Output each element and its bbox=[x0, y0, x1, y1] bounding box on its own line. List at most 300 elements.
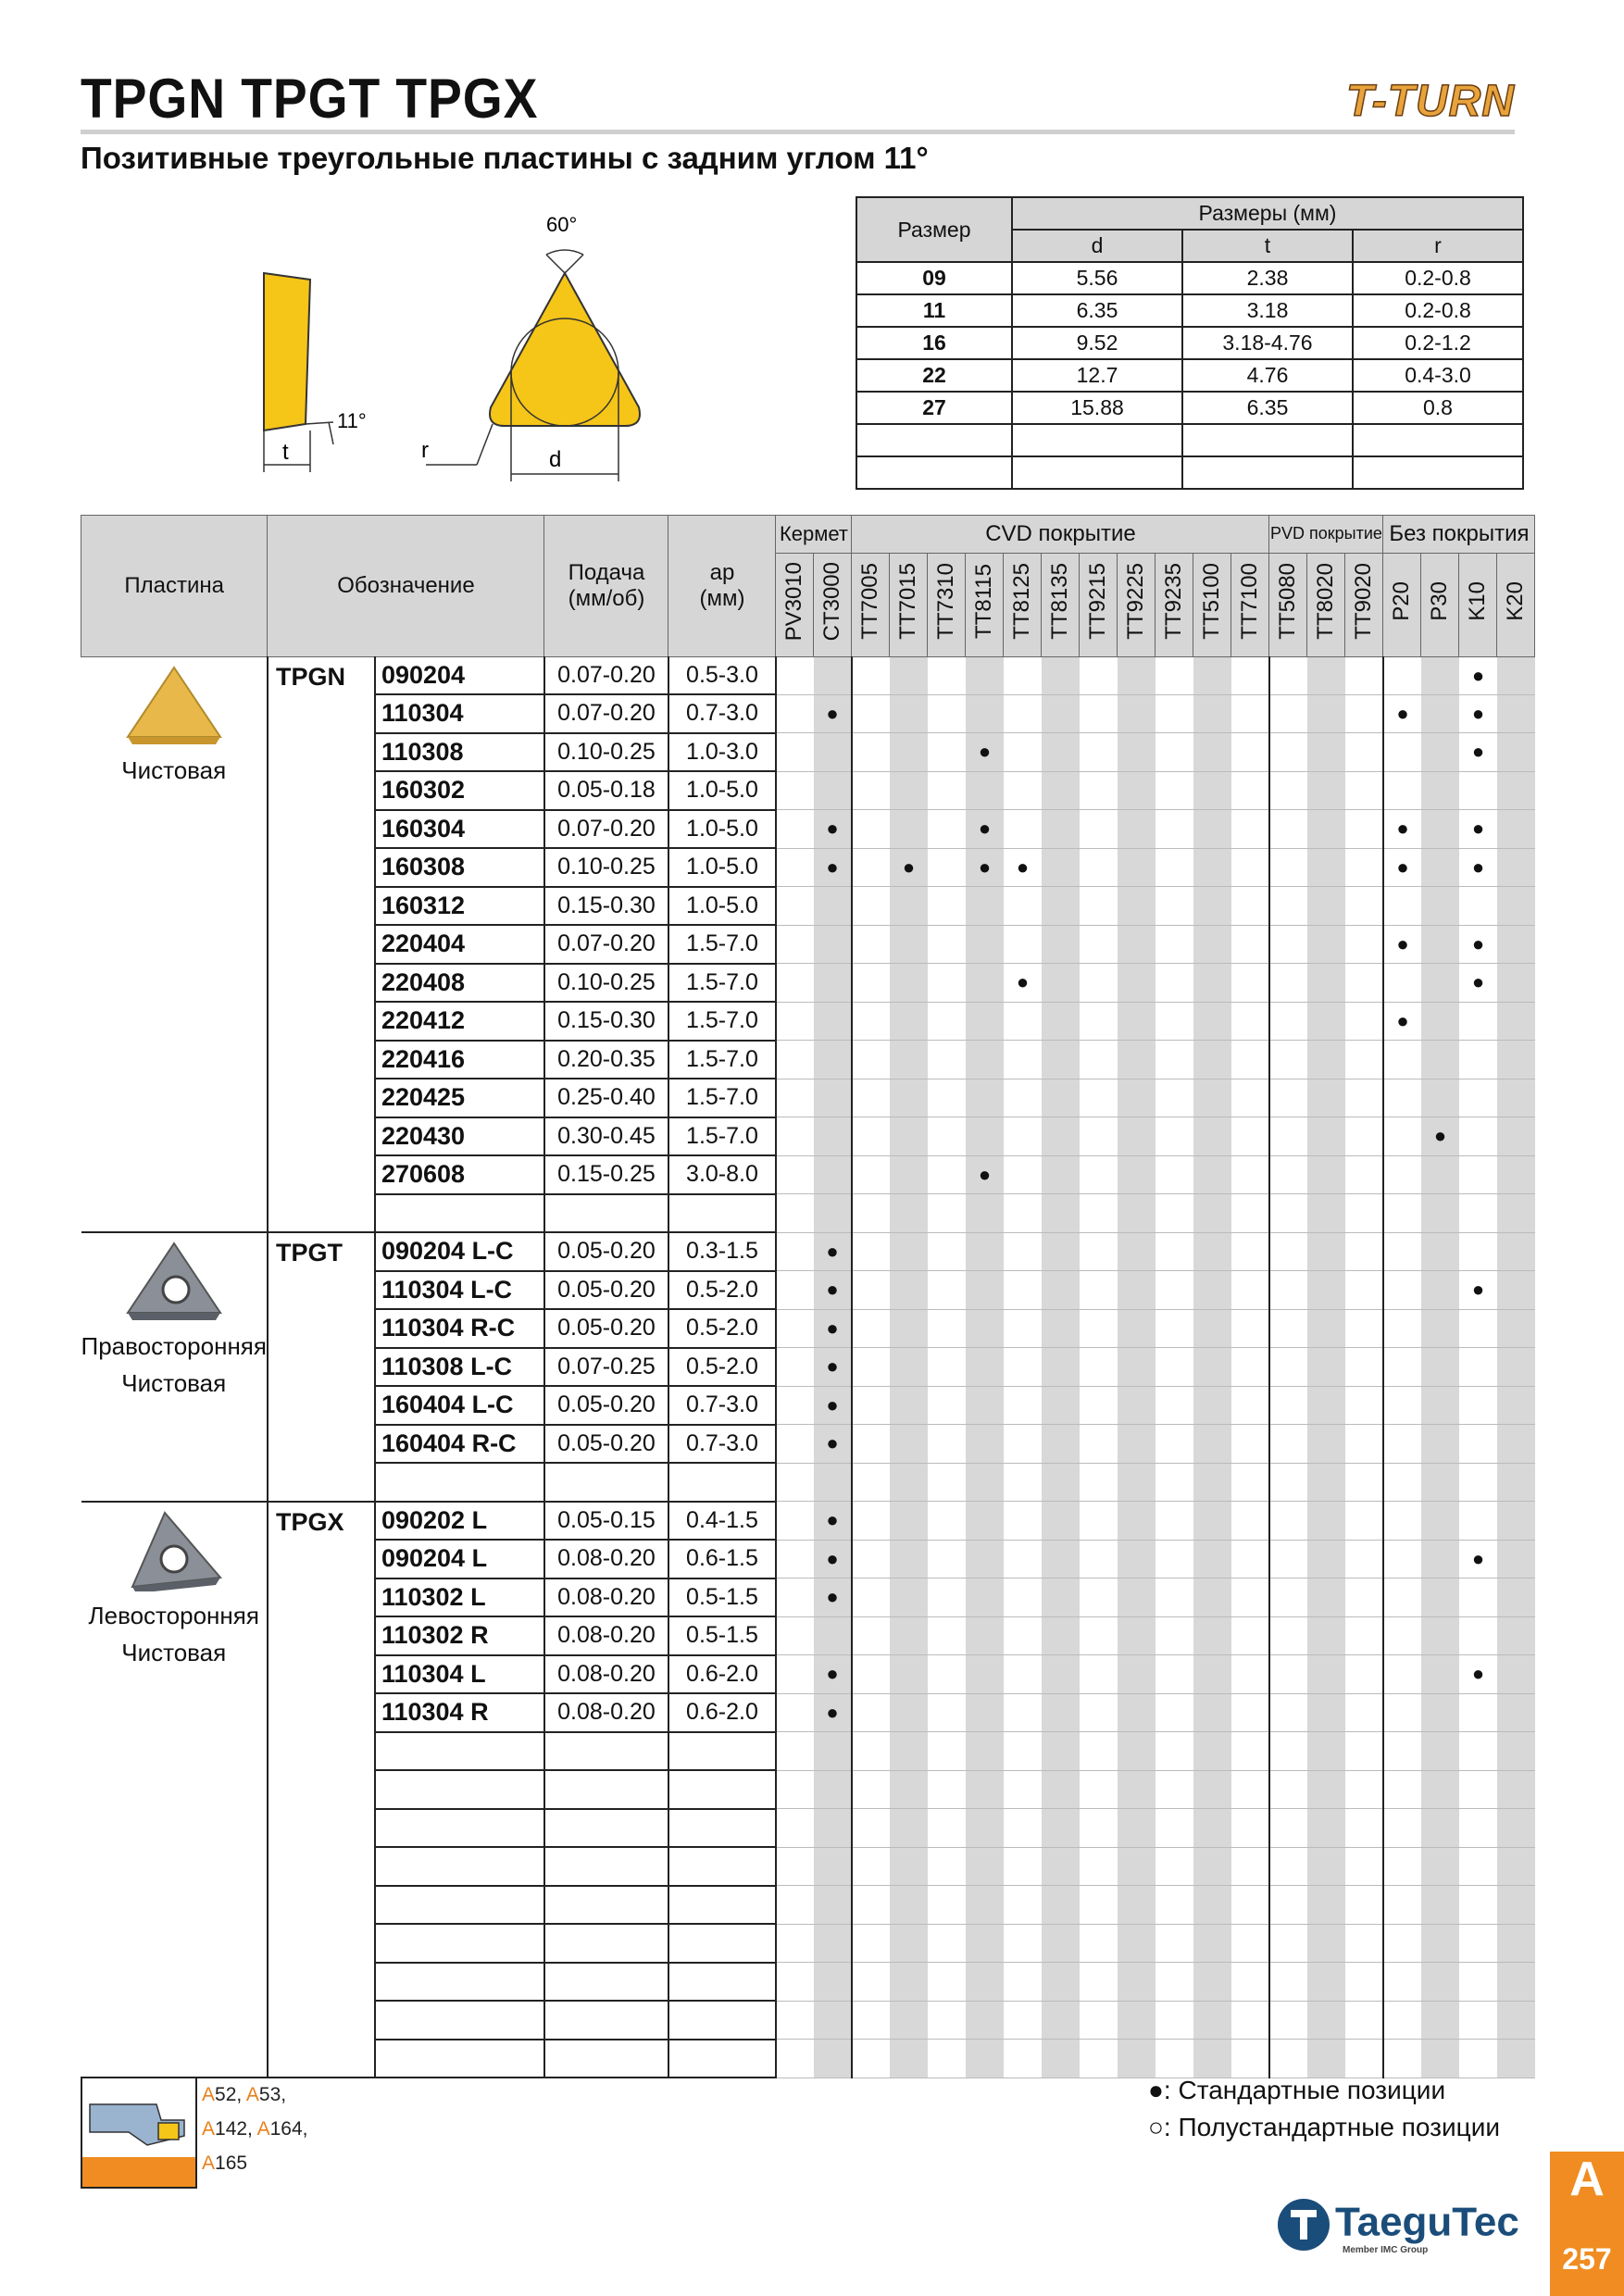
grade-cell bbox=[1307, 1693, 1345, 1732]
feed-cell: 0.05-0.15 bbox=[544, 1502, 668, 1541]
d-cell: 5.56 bbox=[1012, 262, 1182, 294]
standard-mark: ● bbox=[890, 848, 928, 887]
grade-cell bbox=[890, 1809, 928, 1848]
grade-cell bbox=[776, 1770, 814, 1809]
grade-cell bbox=[1156, 1770, 1193, 1809]
grade-cell bbox=[890, 887, 928, 926]
grade-cell bbox=[776, 1425, 814, 1464]
designation-cell bbox=[375, 1847, 544, 1886]
designation-cell: 110302 L bbox=[375, 1578, 544, 1617]
ref-page[interactable]: 165 bbox=[215, 2152, 248, 2174]
grade-cell bbox=[1421, 1232, 1459, 1271]
grade-cell bbox=[1459, 1809, 1497, 1848]
grade-cell bbox=[776, 1578, 814, 1617]
grade-cell bbox=[1421, 1002, 1459, 1041]
grade-cell bbox=[1231, 1963, 1269, 2002]
grade-cell bbox=[966, 1770, 1004, 1809]
grade-cell bbox=[966, 1924, 1004, 1963]
grade-cell bbox=[1459, 1155, 1497, 1194]
grade-cell bbox=[1269, 964, 1307, 1003]
grade-cell bbox=[1004, 1502, 1042, 1541]
grade-cell bbox=[1421, 1271, 1459, 1310]
grade-cell bbox=[1345, 1079, 1383, 1117]
feed-cell: 0.05-0.18 bbox=[544, 771, 668, 810]
grade-cell bbox=[1345, 1886, 1383, 1925]
grade-header-tt8115: TT8115 bbox=[966, 553, 1004, 656]
grade-cell bbox=[1307, 1194, 1345, 1233]
grade-cell bbox=[1118, 1386, 1156, 1425]
grade-cell bbox=[1497, 733, 1535, 772]
designation-cell: 220408 bbox=[375, 964, 544, 1003]
grade-cell bbox=[1497, 1886, 1535, 1925]
page-title: TPGN TPGT TPGX bbox=[81, 68, 539, 130]
size-row bbox=[856, 262, 1523, 294]
grade-cell bbox=[852, 1540, 890, 1578]
ap-cell: 0.5-3.0 bbox=[668, 656, 776, 694]
grade-cell bbox=[1345, 1309, 1383, 1348]
grade-cell bbox=[1118, 1732, 1156, 1771]
designation-cell: 110304 bbox=[375, 694, 544, 733]
grade-cell bbox=[1421, 656, 1459, 694]
grade-cell bbox=[1383, 1924, 1421, 1963]
grade-cell bbox=[1004, 1271, 1042, 1310]
grade-cell bbox=[1042, 1502, 1080, 1541]
grade-header-pv3010: PV3010 bbox=[776, 553, 814, 656]
grade-cell bbox=[1080, 656, 1118, 694]
grade-cell bbox=[1193, 1041, 1231, 1079]
ap-cell: 1.0-5.0 bbox=[668, 810, 776, 849]
grade-cell bbox=[1231, 694, 1269, 733]
grade-cell bbox=[852, 1386, 890, 1425]
grade-cell bbox=[1042, 1155, 1080, 1194]
reference-line bbox=[202, 2112, 307, 2146]
grade-cell bbox=[1269, 2001, 1307, 2040]
feed-cell bbox=[544, 2040, 668, 2078]
grade-cell bbox=[1118, 1271, 1156, 1310]
empty-cell bbox=[1182, 456, 1353, 489]
grade-cell bbox=[1042, 1117, 1080, 1156]
grade-cell bbox=[776, 2040, 814, 2078]
grade-cell bbox=[1269, 1655, 1307, 1694]
grade-cell bbox=[1383, 1770, 1421, 1809]
grade-cell bbox=[1497, 1194, 1535, 1233]
grade-cell bbox=[852, 1847, 890, 1886]
grade-cell bbox=[1042, 2040, 1080, 2078]
grade-cell bbox=[1307, 771, 1345, 810]
grade-cell bbox=[890, 1963, 928, 2002]
grade-cell bbox=[928, 1502, 966, 1541]
grade-header-tt7005: TT7005 bbox=[852, 553, 890, 656]
grade-cell bbox=[1497, 694, 1535, 733]
grade-cell bbox=[890, 1194, 928, 1233]
grade-header-tt9235: TT9235 bbox=[1156, 553, 1193, 656]
grade-cell bbox=[1497, 1809, 1535, 1848]
ap-cell: 0.3-1.5 bbox=[668, 1232, 776, 1271]
grade-cell bbox=[1497, 2040, 1535, 2078]
grade-cell bbox=[776, 1041, 814, 1079]
grade-cell bbox=[1497, 1271, 1535, 1310]
designation-cell: 220404 bbox=[375, 925, 544, 964]
grade-cell bbox=[1383, 1616, 1421, 1655]
grade-cell bbox=[776, 1155, 814, 1194]
grade-cell bbox=[1193, 1502, 1231, 1541]
grade-cell bbox=[1345, 1732, 1383, 1771]
grade-cell bbox=[1459, 887, 1497, 926]
grade-cell bbox=[1118, 656, 1156, 694]
designation-cell: 110304 L bbox=[375, 1655, 544, 1694]
grade-cell bbox=[1421, 1693, 1459, 1732]
grade-cell bbox=[928, 1578, 966, 1617]
brand-logo: T-TURN bbox=[1346, 77, 1515, 126]
grade-cell bbox=[1231, 1924, 1269, 1963]
designation-cell bbox=[375, 2001, 544, 2040]
grade-cell bbox=[1383, 1732, 1421, 1771]
standard-mark: ● bbox=[966, 1155, 1004, 1194]
grade-cell bbox=[1004, 1655, 1042, 1694]
grade-cell bbox=[1004, 694, 1042, 733]
feed-cell: 0.08-0.20 bbox=[544, 1655, 668, 1694]
grade-cell bbox=[1004, 1924, 1042, 1963]
grade-cell bbox=[814, 1770, 852, 1809]
grade-cell bbox=[1421, 848, 1459, 887]
grade-cell bbox=[1080, 810, 1118, 849]
feed-cell: 0.25-0.40 bbox=[544, 1079, 668, 1117]
standard-mark: ● bbox=[1459, 694, 1497, 733]
designation-cell: 160304 bbox=[375, 810, 544, 849]
grade-cell bbox=[1118, 964, 1156, 1003]
grade-cell bbox=[1497, 1232, 1535, 1271]
grade-header-tt5080: TT5080 bbox=[1269, 553, 1307, 656]
grade-cell bbox=[890, 1232, 928, 1271]
grade-cell bbox=[1004, 1809, 1042, 1848]
grade-cell bbox=[1080, 1232, 1118, 1271]
grade-cell bbox=[928, 771, 966, 810]
grade-cell bbox=[1421, 1309, 1459, 1348]
grade-cell bbox=[1383, 1578, 1421, 1617]
ref-page[interactable]: 164, bbox=[269, 2118, 308, 2140]
grade-cell bbox=[1459, 1732, 1497, 1771]
feed-cell: 0.10-0.25 bbox=[544, 964, 668, 1003]
grade-cell bbox=[1004, 810, 1042, 849]
grade-cell bbox=[814, 1963, 852, 2002]
grade-cell bbox=[814, 964, 852, 1003]
grade-cell bbox=[1459, 1117, 1497, 1156]
grade-cell bbox=[966, 694, 1004, 733]
grade-cell bbox=[1269, 1770, 1307, 1809]
ref-page[interactable]: 142, bbox=[215, 2118, 257, 2140]
grade-cell bbox=[890, 925, 928, 964]
grade-cell bbox=[1307, 1232, 1345, 1271]
grade-cell bbox=[1307, 887, 1345, 926]
grade-cell bbox=[1269, 1924, 1307, 1963]
grade-cell bbox=[1080, 1886, 1118, 1925]
grade-cell bbox=[1269, 733, 1307, 772]
standard-mark: ● bbox=[1383, 848, 1421, 887]
grade-cell bbox=[814, 1847, 852, 1886]
feed-cell: 0.20-0.35 bbox=[544, 1041, 668, 1079]
grade-cell bbox=[1156, 1616, 1193, 1655]
grade-cell bbox=[1004, 1963, 1042, 2002]
grade-cell bbox=[890, 810, 928, 849]
grade-cell bbox=[1307, 1271, 1345, 1310]
grade-cell bbox=[1193, 1425, 1231, 1464]
grade-cell bbox=[1042, 2001, 1080, 2040]
ref-page[interactable]: 53, bbox=[258, 2084, 287, 2105]
grade-cell bbox=[1345, 1271, 1383, 1310]
grade-cell bbox=[966, 1041, 1004, 1079]
grade-cell bbox=[928, 1770, 966, 1809]
grade-cell bbox=[1459, 1425, 1497, 1464]
grade-cell bbox=[928, 656, 966, 694]
series-name: TPGX bbox=[268, 1502, 375, 2078]
grade-cell bbox=[1269, 1425, 1307, 1464]
grade-cell bbox=[890, 1271, 928, 1310]
designation-cell: 090202 L bbox=[375, 1502, 544, 1541]
grade-cell bbox=[1042, 1616, 1080, 1655]
grade-cell bbox=[852, 1232, 890, 1271]
grade-cell bbox=[928, 1886, 966, 1925]
empty-cell bbox=[1353, 424, 1523, 456]
designation-cell: 160404 R-C bbox=[375, 1425, 544, 1464]
insert-image bbox=[81, 663, 267, 752]
grade-cell bbox=[1231, 1540, 1269, 1578]
grade-cell bbox=[1004, 1232, 1042, 1271]
grade-cell bbox=[1421, 1770, 1459, 1809]
grade-cell bbox=[1459, 771, 1497, 810]
grade-cell bbox=[1231, 1655, 1269, 1694]
grade-cell bbox=[1004, 1732, 1042, 1771]
grade-cell bbox=[1118, 1463, 1156, 1502]
feed-cell bbox=[544, 1770, 668, 1809]
grade-cell bbox=[852, 2040, 890, 2078]
grade-cell bbox=[1345, 1502, 1383, 1541]
grade-cell bbox=[776, 733, 814, 772]
grade-cell bbox=[776, 1732, 814, 1771]
grade-cell bbox=[966, 1809, 1004, 1848]
grade-cell bbox=[890, 656, 928, 694]
grade-cell bbox=[776, 1616, 814, 1655]
grade-cell bbox=[1383, 1386, 1421, 1425]
grade-cell bbox=[1042, 1425, 1080, 1464]
grade-cell bbox=[1118, 1578, 1156, 1617]
table-row bbox=[81, 656, 1535, 694]
grade-cell bbox=[1080, 1002, 1118, 1041]
grade-cell bbox=[1269, 925, 1307, 964]
grade-cell bbox=[1004, 1041, 1042, 1079]
grade-cell bbox=[776, 2001, 814, 2040]
grade-cell bbox=[1193, 1002, 1231, 1041]
standard-mark: ● bbox=[966, 733, 1004, 772]
grade-cell bbox=[1156, 1578, 1193, 1617]
grade-cell bbox=[776, 1847, 814, 1886]
table-row bbox=[81, 1232, 1535, 1271]
grade-cell bbox=[1383, 656, 1421, 694]
grade-cell bbox=[1004, 1155, 1042, 1194]
grade-cell bbox=[1307, 656, 1345, 694]
grade-cell bbox=[928, 1232, 966, 1271]
ap-cell: 1.5-7.0 bbox=[668, 1002, 776, 1041]
grade-cell bbox=[1497, 1924, 1535, 1963]
grade-cell bbox=[1193, 1655, 1231, 1694]
ap-cell: 0.7-3.0 bbox=[668, 694, 776, 733]
grade-cell bbox=[1345, 771, 1383, 810]
standard-mark: ● bbox=[1459, 656, 1497, 694]
feed-cell bbox=[544, 1847, 668, 1886]
grade-cell bbox=[928, 1732, 966, 1771]
grade-cell bbox=[1080, 694, 1118, 733]
grade-cell bbox=[1156, 1386, 1193, 1425]
grade-cell bbox=[1497, 848, 1535, 887]
grade-cell bbox=[928, 694, 966, 733]
grade-cell bbox=[1231, 1041, 1269, 1079]
grade-cell bbox=[1080, 771, 1118, 810]
grade-cell bbox=[1004, 1002, 1042, 1041]
ap-cell bbox=[668, 1963, 776, 2002]
grade-cell bbox=[1193, 925, 1231, 964]
grade-header-tt7100: TT7100 bbox=[1231, 553, 1269, 656]
grade-cell bbox=[966, 1732, 1004, 1771]
feed-cell: 0.07-0.25 bbox=[544, 1348, 668, 1387]
page-tab bbox=[1550, 2152, 1624, 2296]
t-cell: 4.76 bbox=[1182, 359, 1353, 392]
grade-cell bbox=[1307, 1809, 1345, 1848]
grade-cell bbox=[1383, 964, 1421, 1003]
grade-cell bbox=[1080, 1847, 1118, 1886]
grade-cell bbox=[1497, 1963, 1535, 2002]
grade-cell bbox=[1459, 1616, 1497, 1655]
logo-text: TaeguTec bbox=[1335, 2199, 1519, 2245]
grade-cell bbox=[1269, 1616, 1307, 1655]
designation-cell: 270608 bbox=[375, 1155, 544, 1194]
grade-cell bbox=[1421, 694, 1459, 733]
feed-cell: 0.05-0.20 bbox=[544, 1232, 668, 1271]
grade-cell bbox=[1459, 1002, 1497, 1041]
grade-cell bbox=[928, 1540, 966, 1578]
grade-cell bbox=[1421, 1578, 1459, 1617]
empty-cell bbox=[1012, 424, 1182, 456]
standard-mark: ● bbox=[1459, 733, 1497, 772]
grade-cell bbox=[1383, 1886, 1421, 1925]
designation-cell bbox=[375, 1770, 544, 1809]
feed-cell bbox=[544, 1809, 668, 1848]
grade-cell bbox=[1080, 1809, 1118, 1848]
grade-cell bbox=[852, 771, 890, 810]
grade-cell bbox=[1307, 1155, 1345, 1194]
grade-cell bbox=[1231, 1886, 1269, 1925]
grade-cell bbox=[928, 1924, 966, 1963]
grade-cell bbox=[1042, 1386, 1080, 1425]
grade-cell bbox=[1345, 1809, 1383, 1848]
grade-cell bbox=[1421, 771, 1459, 810]
grade-cell bbox=[1231, 1809, 1269, 1848]
grade-cell bbox=[1118, 1117, 1156, 1156]
grade-cell bbox=[1307, 1616, 1345, 1655]
insert-label-2: Чистовая bbox=[121, 1638, 227, 1666]
ap-cell bbox=[668, 1463, 776, 1502]
grade-cell bbox=[1004, 1463, 1042, 1502]
grade-header-tt8020: TT8020 bbox=[1307, 553, 1345, 656]
grade-cell bbox=[1156, 810, 1193, 849]
standard-mark: ● bbox=[814, 1655, 852, 1694]
grade-cell bbox=[1345, 1155, 1383, 1194]
grade-cell bbox=[1004, 1886, 1042, 1925]
grade-cell bbox=[928, 1693, 966, 1732]
grade-cell bbox=[1080, 1578, 1118, 1617]
grade-cell bbox=[1231, 1348, 1269, 1387]
grade-cell bbox=[890, 2001, 928, 2040]
grade-cell bbox=[1080, 1425, 1118, 1464]
grade-cell bbox=[890, 1425, 928, 1464]
grade-cell bbox=[1080, 1502, 1118, 1541]
grade-cell bbox=[1156, 1232, 1193, 1271]
grade-cell bbox=[1231, 1386, 1269, 1425]
grade-cell bbox=[1042, 1578, 1080, 1617]
grade-cell bbox=[966, 1540, 1004, 1578]
grade-cell bbox=[1421, 1502, 1459, 1541]
grade-cell bbox=[890, 1117, 928, 1156]
t-cell: 2.38 bbox=[1182, 262, 1353, 294]
grade-cell bbox=[1004, 1616, 1042, 1655]
grade-cell bbox=[1118, 771, 1156, 810]
grade-cell bbox=[852, 1117, 890, 1156]
grade-cell bbox=[928, 1194, 966, 1233]
grade-cell bbox=[1231, 810, 1269, 849]
grade-cell bbox=[1269, 1463, 1307, 1502]
grade-cell bbox=[1307, 1655, 1345, 1694]
page-number: 257 bbox=[1562, 2242, 1612, 2276]
feed-cell: 0.05-0.20 bbox=[544, 1309, 668, 1348]
designation-cell: 160302 bbox=[375, 771, 544, 810]
grade-cell bbox=[814, 1886, 852, 1925]
grade-cell bbox=[966, 1309, 1004, 1348]
grade-cell bbox=[776, 1924, 814, 1963]
grade-cell bbox=[1118, 1616, 1156, 1655]
grade-cell bbox=[1004, 1847, 1042, 1886]
grade-cell bbox=[1080, 2001, 1118, 2040]
grade-cell bbox=[1156, 694, 1193, 733]
standard-mark: ● bbox=[1459, 925, 1497, 964]
grade-cell bbox=[814, 1117, 852, 1156]
grade-cell bbox=[852, 1770, 890, 1809]
grade-cell bbox=[928, 810, 966, 849]
grade-cell bbox=[1042, 694, 1080, 733]
designation-cell bbox=[375, 1809, 544, 1848]
standard-mark: ● bbox=[1459, 1271, 1497, 1310]
grade-cell bbox=[1231, 1502, 1269, 1541]
grade-cell bbox=[1080, 1155, 1118, 1194]
ap-cell: 0.5-1.5 bbox=[668, 1616, 776, 1655]
grade-cell bbox=[1042, 1693, 1080, 1732]
grade-cell bbox=[1042, 1847, 1080, 1886]
ref-page[interactable]: 52, bbox=[215, 2084, 246, 2105]
grade-cell bbox=[814, 1924, 852, 1963]
grade-cell bbox=[890, 1847, 928, 1886]
grade-cell bbox=[1269, 1847, 1307, 1886]
grade-cell bbox=[1193, 1924, 1231, 1963]
d-cell: 6.35 bbox=[1012, 294, 1182, 327]
grade-cell bbox=[1307, 1117, 1345, 1156]
designation-cell: 220412 bbox=[375, 1002, 544, 1041]
grade-cell bbox=[1269, 1271, 1307, 1310]
grade-cell bbox=[1118, 810, 1156, 849]
feed-cell bbox=[544, 1886, 668, 1925]
grade-cell bbox=[1156, 1425, 1193, 1464]
grade-cell bbox=[1269, 1194, 1307, 1233]
grade-cell bbox=[1193, 1578, 1231, 1617]
grade-cell bbox=[1497, 771, 1535, 810]
grade-cell bbox=[1459, 1963, 1497, 2002]
grade-cell bbox=[1459, 1194, 1497, 1233]
